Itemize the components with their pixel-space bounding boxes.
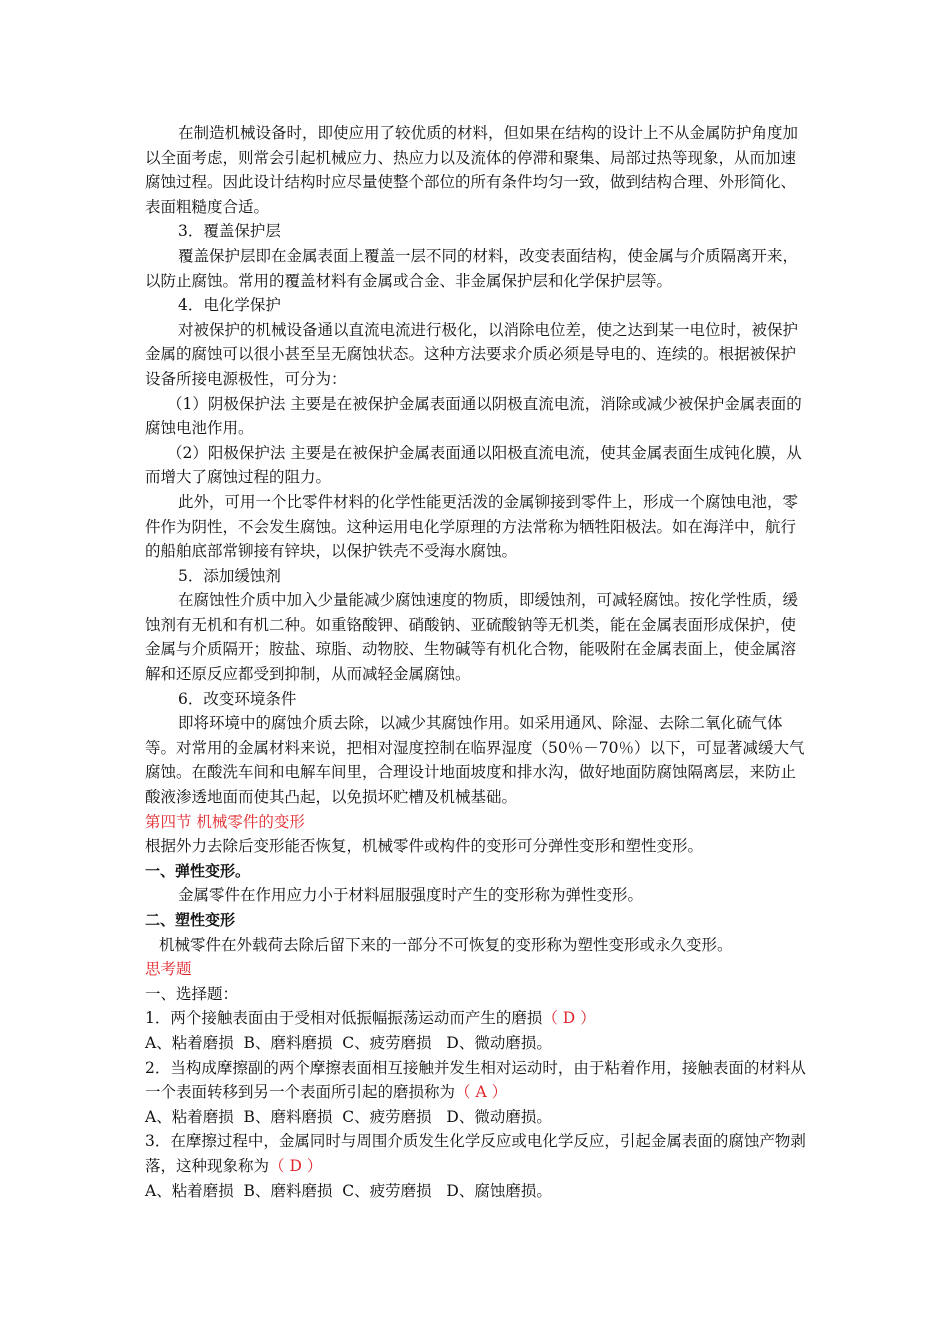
question-stem: 2．当构成摩擦副的两个摩擦表面相互接触并发生相对运动时，由于粘着作用，接触表面的材料从一个表面转移到另一个表面所引起的磨损称为 — [145, 1058, 806, 1102]
section-title: 第四节 机械零件的变形 — [145, 812, 305, 831]
heading-environment: 6．改变环境条件 — [178, 689, 297, 708]
question-3-options: A、粘着磨损 B、磨料磨损 C、疲劳磨损 D、腐蚀磨损。 — [145, 1181, 552, 1200]
paragraph-inhibitor: 在腐蚀性介质中加入少量能减少腐蚀速度的物质，即缓蚀剂，可减轻腐蚀。按化学性质，缓蚀剂有无机和有机二种。如重铬酸钾、硝酸钠、亚硫酸钠等无机类，能在金属表面形成保护，使金属与介质隔开；胺盐、琼脂、动物胶、生物碱等有机化合物，能吸附在金属表面上，使金属溶解和还原反应都受到抑制，从而减轻金属腐蚀。 — [145, 591, 799, 684]
question-3 — [145, 1129, 810, 1178]
question-stem: 1．两个接触表面由于受相对低振幅振荡运动而产生的磨损 — [145, 1009, 543, 1028]
question-2-options: A、粘着磨损 B、磨料磨损 C、疲劳磨损 D、微动磨损。 — [145, 1107, 552, 1126]
plastic-deformation-text: 机械零件在外载荷去除后留下来的一部分不可恢复的变形称为塑性变形或永久变形。 — [159, 935, 733, 954]
question-answer: （ A ） — [455, 1083, 508, 1102]
questions-title: 思考题 — [145, 960, 192, 979]
elastic-deformation-title: 一、弹性变形。 — [145, 861, 251, 880]
paragraph-cathodic-protection: （1）阴极保护法 主要是在被保护金属表面通以阴极直流电流，消除或减少被保护金属表面的腐蚀电池作用。 — [145, 394, 802, 438]
paragraph-electrochemical-protection: 对被保护的机械设备通以直流电流进行极化，以消除电位差，使之达到某一电位时，被保护金属的腐蚀可以很小甚至呈无腐蚀状态。这种方法要求介质必须是导电的、连续的。根据被保护设备所接电源极性，可分为： — [145, 320, 799, 388]
paragraph-environment: 即将环境中的腐蚀介质去除，以减少其腐蚀作用。如采用通风、除湿、去除二氧化硫气体等。对常用的金属材料来说，把相对湿度控制在临界湿度（50％－70％）以下，可显著减缓大气腐蚀。在酸洗车间和电解车间里，合理设计地面坡度和排水沟，做好地面防腐蚀隔离层，来防止酸液渗透地面而使其凸起，以免损坏贮槽及机械基础。 — [145, 714, 805, 807]
heading-electrochemical-protection: 4．电化学保护 — [178, 296, 281, 315]
paragraph-coating-protection: 覆盖保护层即在金属表面上覆盖一层不同的材料，改变表面结构，使金属与介质隔离开来，以防止腐蚀。常用的覆盖材料有金属或合金、非金属保护层和化学保护层等。 — [145, 246, 799, 290]
plastic-deformation-title: 二、塑性变形 — [145, 911, 236, 929]
paragraph-anodic-protection: （2）阳极保护法 主要是在被保护金属表面通以阳极直流电流，使其金属表面生成钝化膜，从而增大了腐蚀过程的阻力。 — [145, 443, 802, 487]
question-2 — [145, 1056, 810, 1105]
question-answer: （ D ） — [269, 1156, 323, 1175]
paragraph-structure-design: 在制造机械设备时，即使应用了较优质的材料，但如果在结构的设计上不从金属防护角度加以全面考虑，则常会引起机械应力、热应力以及流体的停滞和聚集、局部过热等现象，从而加速腐蚀过程。因此设计结构时应尽量使整个部位的所有条件均匀一致，做到结构合理、外形简化、表面粗糙度合适。 — [145, 124, 799, 216]
choice-section-header: 一、选择题： — [145, 984, 239, 1003]
question-1 — [145, 1006, 810, 1031]
question-1-options: A、粘着磨损 B、磨料磨损 C、疲劳磨损 D、微动磨损。 — [145, 1033, 552, 1052]
heading-inhibitor: 5．添加缓蚀剂 — [178, 566, 281, 585]
heading-coating-protection: 3．覆盖保护层 — [178, 222, 281, 241]
document-body — [145, 121, 810, 1203]
question-stem: 3．在摩擦过程中，金属同时与周围介质发生化学反应或电化学反应，引起金属表面的腐蚀产物剥落，这种现象称为 — [145, 1132, 806, 1175]
question-answer: （ D ） — [542, 1009, 596, 1028]
elastic-deformation-text: 金属零件在作用应力小于材料屈服强度时产生的变形称为弹性变形。 — [178, 886, 644, 905]
paragraph-sacrificial-anode: 此外，可用一个比零件材料的化学性能更活泼的金属铆接到零件上，形成一个腐蚀电池，零件作为阴性，不会发生腐蚀。这种运用电化学原理的方法常称为牺牲阳极法。如在海洋中，航行的船舶底部常铆接有锌块，以保护铁壳不受海水腐蚀。 — [145, 492, 799, 561]
section-intro: 根据外力去除后变形能否恢复，机械零件或构件的变形可分弹性变形和塑性变形。 — [145, 837, 704, 856]
